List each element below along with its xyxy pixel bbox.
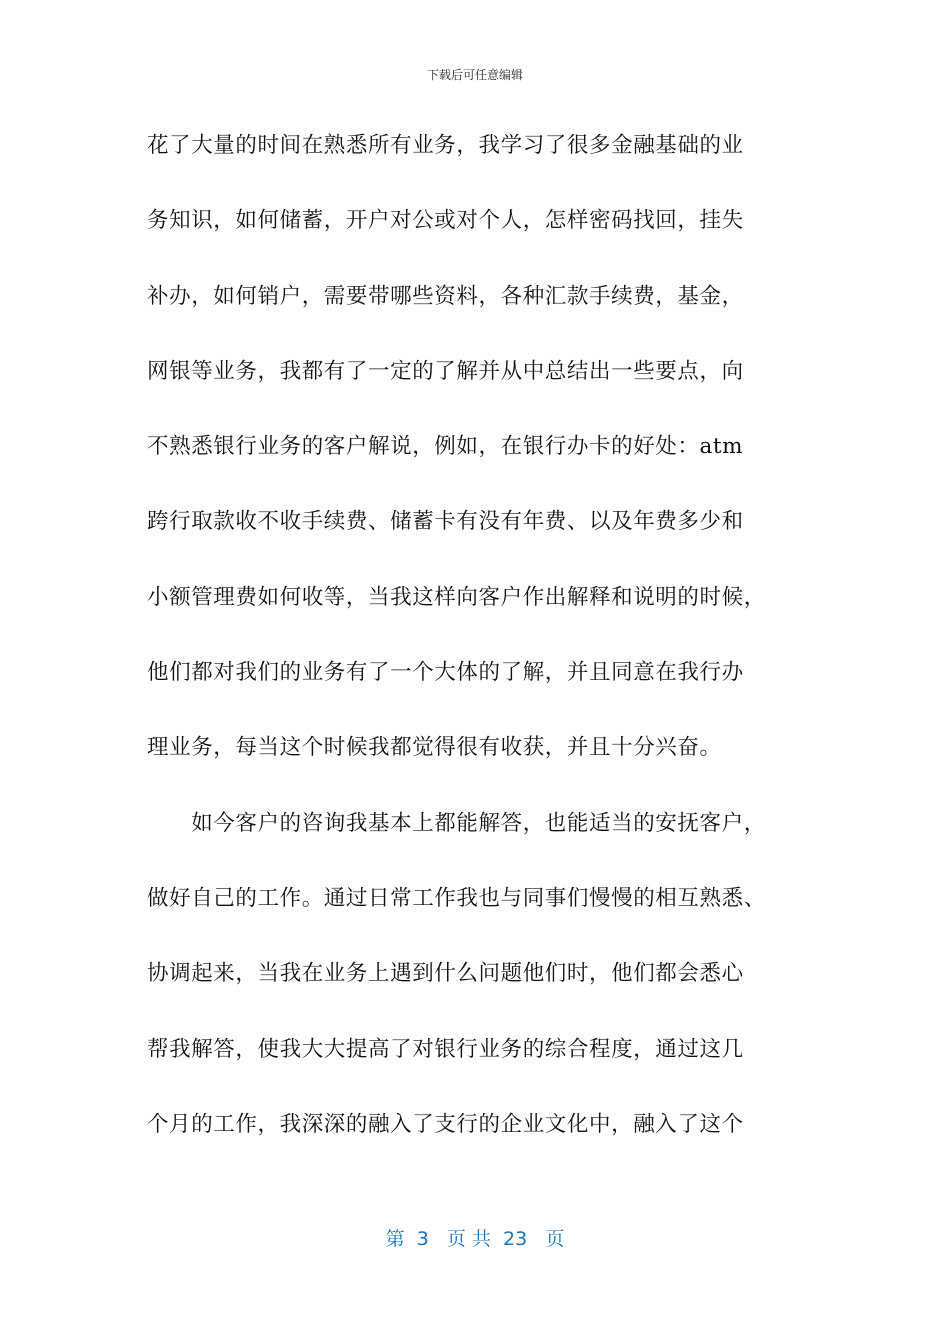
text-line: 不熟悉银行业务的客户解说，例如，在银行办卡的好处：atm — [147, 434, 744, 460]
text-line: 花了大量的时间在熟悉所有业务，我学习了很多金融基础的业 — [147, 133, 744, 158]
text-line: 他们都对我们的业务有了一个大体的了解，并且同意在我行办 — [147, 660, 744, 686]
text-line: 务知识，如何储蓄，开户对公或对个人，怎样密码找回，挂失 — [147, 208, 744, 234]
text-line: 如今客户的咨询我基本上都能解答，也能适当的安抚客户， — [147, 810, 766, 836]
text-line: 个月的工作，我深深的融入了支行的企业文化中，融入了这个 — [147, 1111, 744, 1137]
text-line: 协调起来，当我在业务上遇到什么问题他们时，他们都会悉心 — [147, 961, 744, 987]
text-line: 补办，如何销户，需要带哪些资料，各种汇款手续费，基金， — [147, 283, 744, 309]
page-number-footer: 第 3 页 共 23 页 — [385, 1228, 565, 1250]
document-body — [147, 126, 827, 1180]
text-line: 做好自己的工作。通过日常工作我也与同事们慢慢的相互熟悉、 — [147, 885, 766, 911]
text-line: 帮我解答，使我大大提高了对银行业务的综合程度，通过这几 — [147, 1036, 744, 1062]
text-line: 小额管理费如何收等，当我这样向客户作出解释和说明的时候， — [147, 584, 766, 610]
header-note: 下载后可任意编辑 — [426, 68, 523, 82]
text-line: 理业务，每当这个时候我都觉得很有收获，并且十分兴奋。 — [147, 735, 722, 761]
text-line: 网银等业务，我都有了一定的了解并从中总结出一些要点，向 — [147, 358, 744, 384]
text-line: 跨行取款收不收手续费、储蓄卡有没有年费、以及年费多少和 — [147, 509, 744, 535]
